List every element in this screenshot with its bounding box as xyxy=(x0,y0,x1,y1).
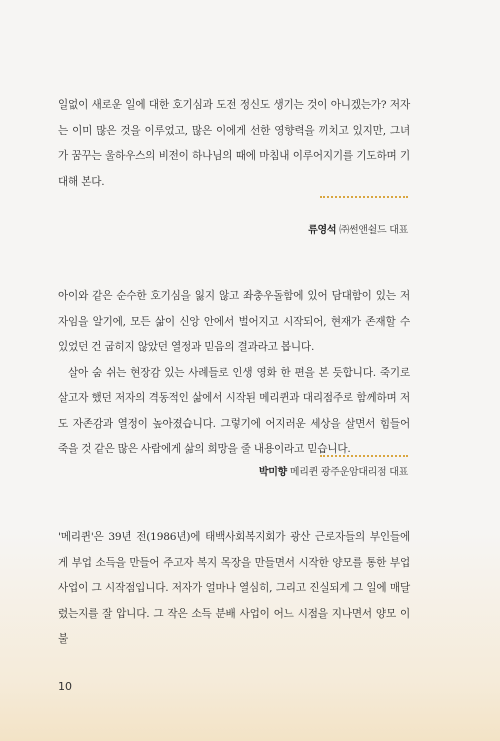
dotted-divider xyxy=(320,196,408,198)
paragraph: 일없이 새로운 일에 대한 호기심과 도전 정신도 생기는 것이 아니겠는가? 저자는 이미 많은 것을 이루었고, 많은 이에게 선한 영향력을 끼치고 있지만, 그녀가 꿈꾸는 울하우스의 비전이 하나님의 때에 마침내 이루어지기를 기도하며 기대해 본다. xyxy=(58,99,410,188)
signature xyxy=(259,463,408,478)
signature-name: 류영석 xyxy=(308,225,337,236)
paragraph: '메리퀸'은 39년 전(1986년)에 태백사회복지회가 광산 근로자들의 부인들에게 부업 소득을 만들어 주고자 복지 목장을 만들면서 시작한 양모를 통한 부업 사업이 그 시작점입니다. 저자가 얼마나 열심히, 그리고 진실되게 그 일에 매달렸는지를 잘 압니다. 그 작은 소득 분배 사업이 어느 시점을 지나면서 양모 이불 xyxy=(58,531,410,645)
section-3 xyxy=(58,525,410,653)
dotted-divider xyxy=(320,455,408,457)
paragraph: 아이와 같은 순수한 호기심을 잃지 않고 좌충우돌함에 있어 담대함이 있는 저자임을 알기에, 모든 삶이 신앙 안에서 벌어지고 시작되어, 현재가 존재할 수 있었던 건 굽히지 않았던 열정과 믿음의 결과라고 봅니다. xyxy=(58,290,410,353)
signature-title: 메리퀸 광주운암대리점 대표 xyxy=(289,467,408,478)
paragraph: 살아 숨 쉬는 현장감 있는 사례들로 인생 영화 한 편을 본 듯합니다. 죽기로 살고자 했던 저자의 격동적인 삶에서 시작된 메리퀸과 대리점주로 함께하며 저도 자존감과 열정이 높아졌습니다. 그렇기에 어지러운 세상을 살면서 힘들어 죽을 것 같은 많은 사람에게 삶의 희망을 줄 내용이라고 믿습니다. xyxy=(58,366,410,455)
signature xyxy=(308,221,408,236)
signature-title: ㈜썬앤쉴드 대표 xyxy=(339,225,408,236)
page-number: 10 xyxy=(58,680,72,693)
section-2 xyxy=(58,284,410,463)
signature-name: 박미향 xyxy=(258,467,287,478)
section-1 xyxy=(58,93,410,195)
